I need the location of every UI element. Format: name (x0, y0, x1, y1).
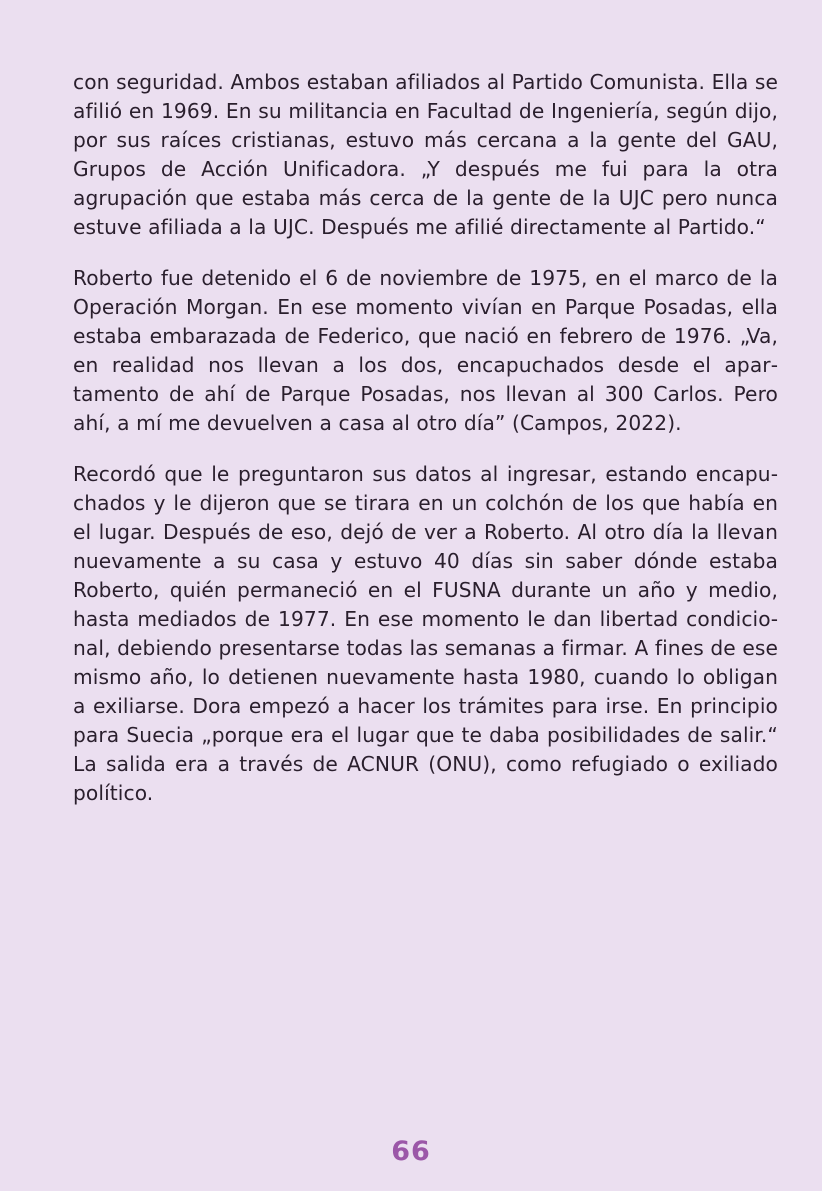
paragraph-3: Recordó que le preguntaron sus datos al ingresar, estando encapuchados y le dijeron que se tirara en un colchón de los que había en el lugar. Después de eso, dejó de ver a Roberto. Al otro día la llevan nuevamente a su casa y estuvo 40 días sin saber dónde estaba Roberto, quién permaneció en el FUSNA durante un año y medio, hasta mediados de 1977. En ese momento le dan libertad condicional, debiendo presentarse todas las semanas a firmar. A fines de ese mismo año, lo detienen nuevamente hasta 1980, cuando lo obligan a exiliarse. Dora empezó a hacer los trámites para irse. En principio para Suecia „porque era el lugar que te daba posibilidades de salir.“ La salida era a través de ACNUR (ONU), como refugiado o exiliado político. (73, 462, 778, 805)
paragraph-1: con seguridad. Ambos estaban afiliados al Partido Comunista. Ella se afilió en 1969. En su militancia en Facultad de Ingeniería, según dijo, por sus raíces cristianas, estuvo más cercana a la gente del GAU, Grupos de Acción Unificadora. „Y después me fui para la otra agrupación que estaba más cerca de la gente de la UJC pero nunca estuve afiliada a la UJC. Después me afilié directamente al Partido.“ (73, 70, 778, 239)
paragraph-2: Roberto fue detenido el 6 de noviembre de 1975, en el marco de la Operación Morgan. En ese momento vivían en Parque Posadas, ella estaba embarazada de Federico, que nació en febrero de 1976. „Va, en realidad nos llevan a los dos, encapuchados desde el apartamento de ahí de Parque Posadas, nos llevan al 300 Carlos. Pero ahí, a mí me devuelven a casa al otro día” (Campos, 2022). (73, 266, 778, 435)
body-text (73, 68, 778, 830)
page-number: 66 (391, 1136, 431, 1167)
